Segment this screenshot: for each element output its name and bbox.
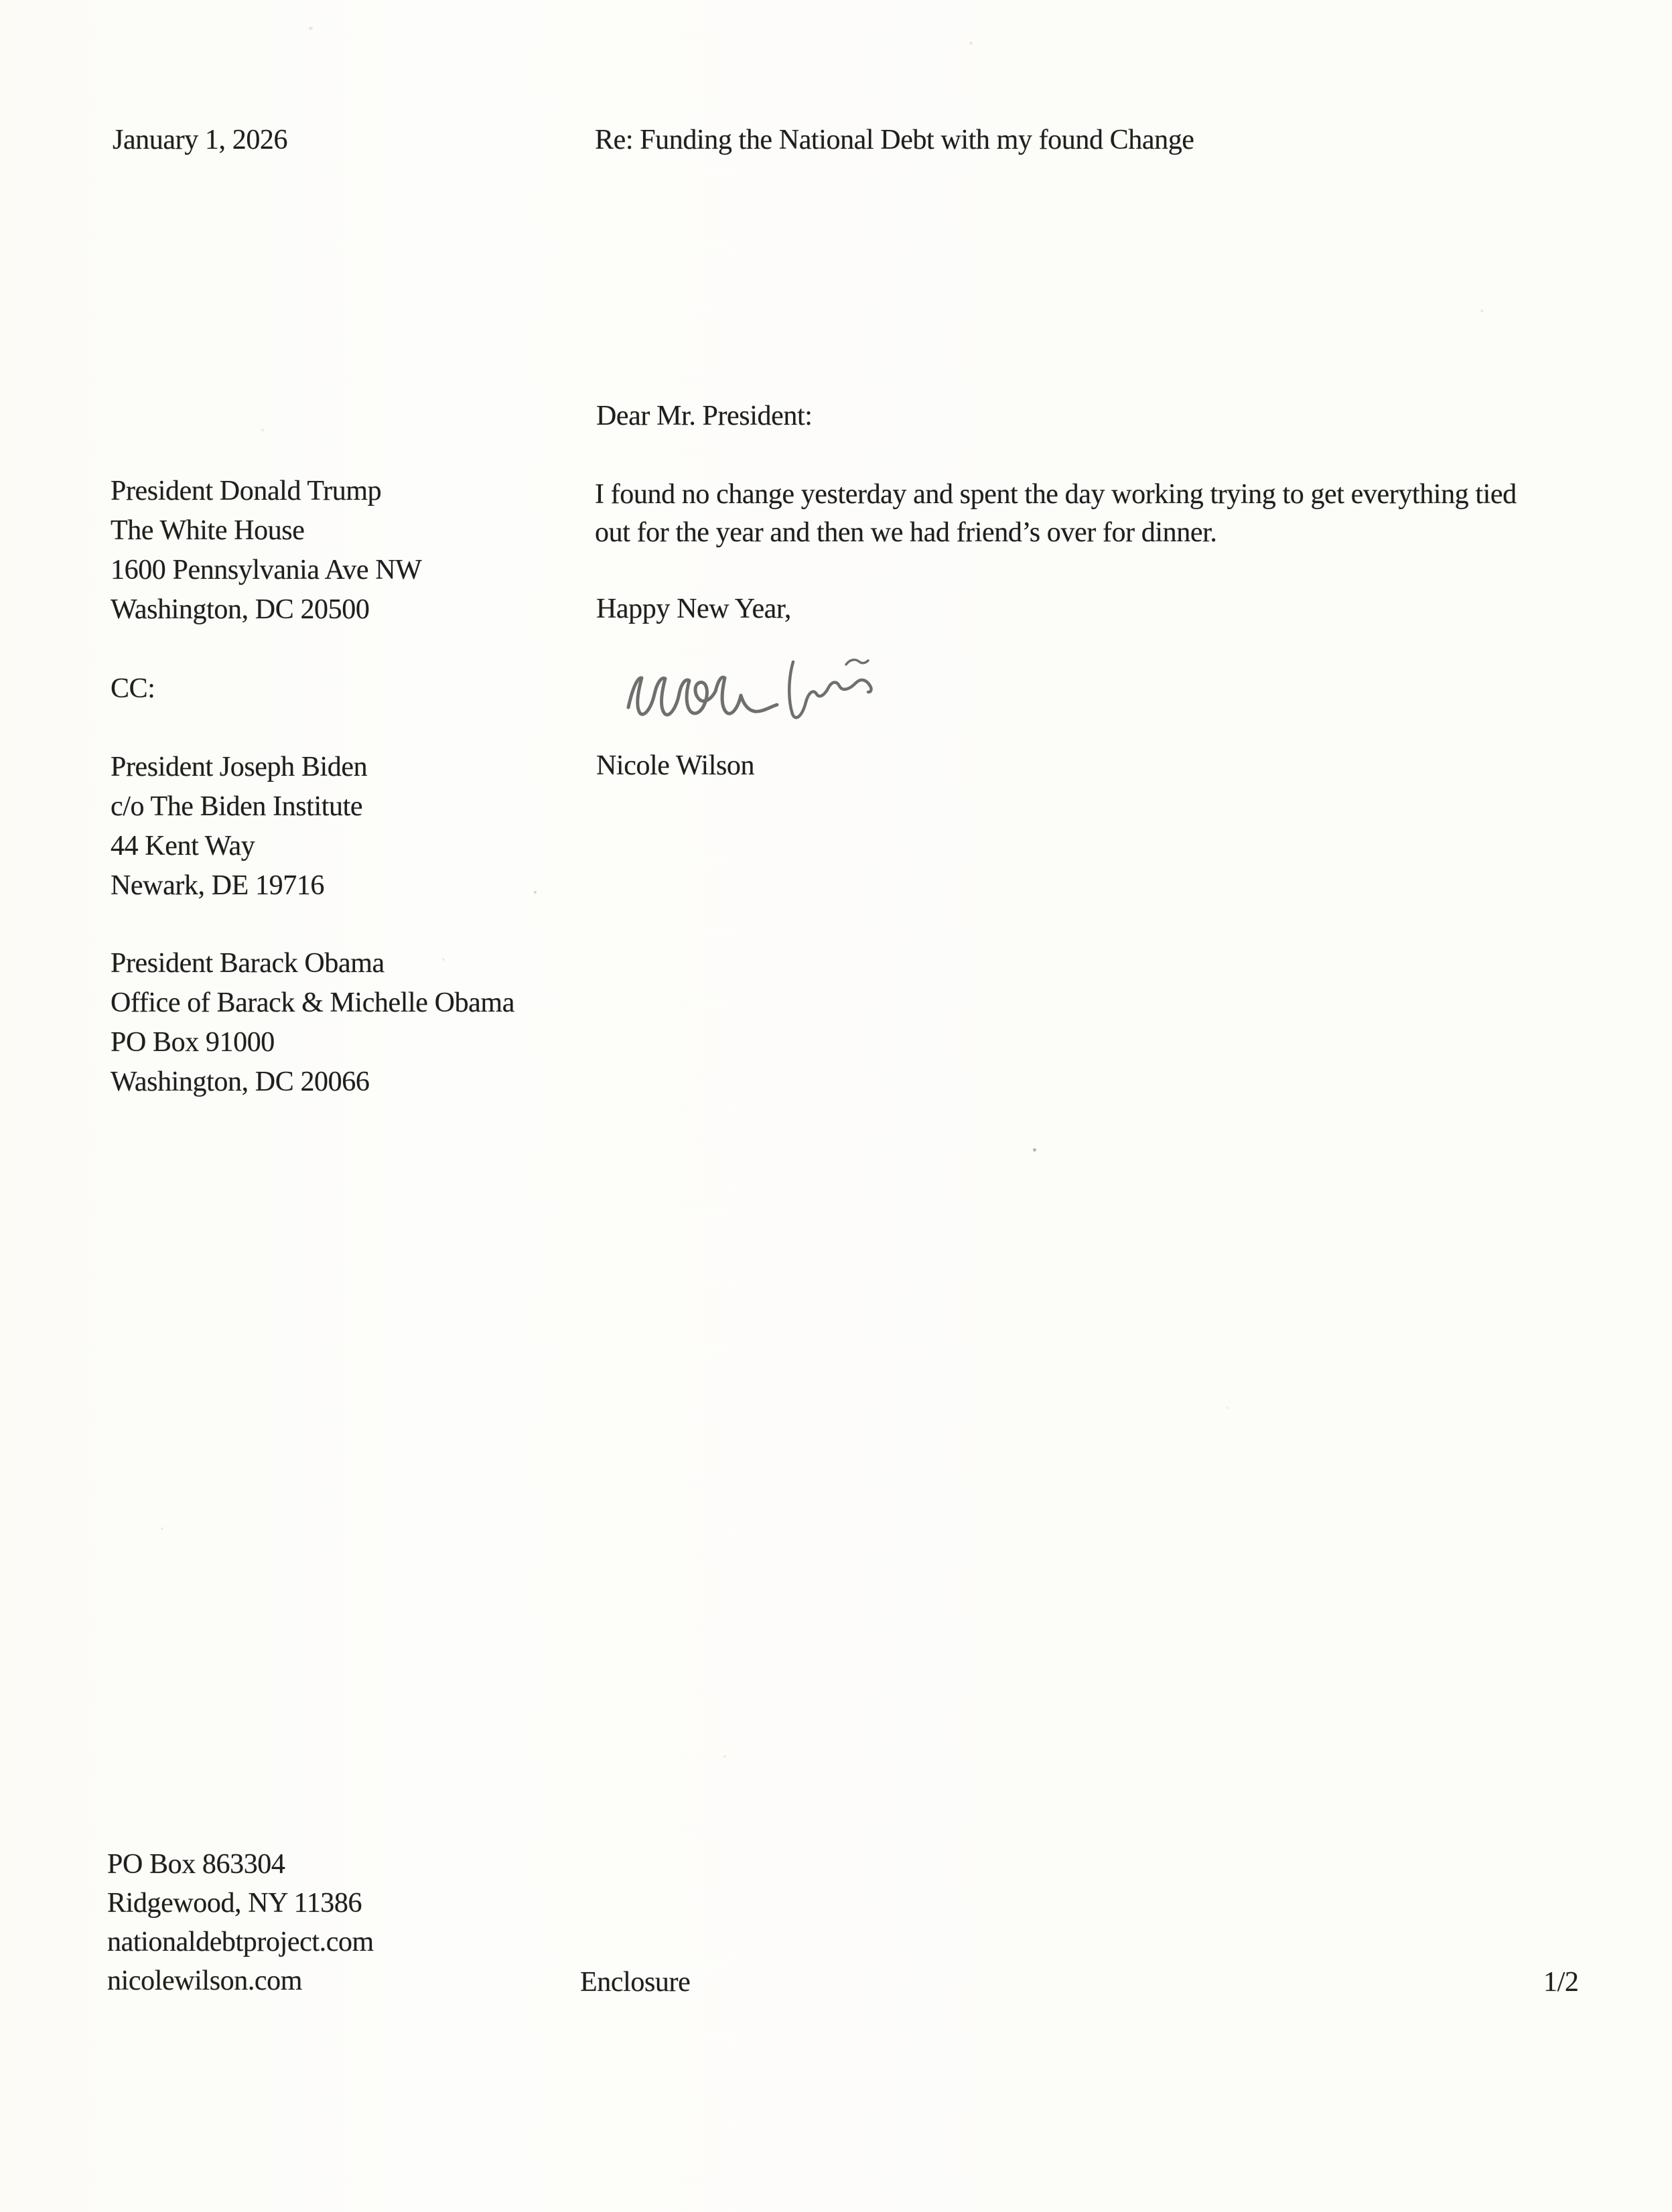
scan-speck bbox=[309, 27, 313, 30]
signature-handwriting bbox=[618, 651, 880, 730]
scan-speck bbox=[1033, 1148, 1036, 1152]
salutation: Dear Mr. President: bbox=[596, 401, 813, 431]
cc-address-line: 44 Kent Way bbox=[111, 831, 255, 861]
body-line: I found no change yesterday and spent the day working trying to get everything tied bbox=[595, 479, 1517, 510]
sender-po-box: PO Box 863304 bbox=[107, 1849, 285, 1880]
sender-website: nicolewilson.com bbox=[107, 1965, 303, 1996]
closing: Happy New Year, bbox=[596, 594, 791, 624]
cc-address-block-obama bbox=[111, 944, 514, 1102]
recipient-address-line: The White House bbox=[111, 515, 305, 546]
cc-address-block-biden bbox=[111, 748, 367, 906]
cc-name: President Joseph Biden bbox=[111, 752, 368, 782]
sender-city: Ridgewood, NY 11386 bbox=[107, 1888, 362, 1919]
cc-name: President Barack Obama bbox=[111, 948, 385, 979]
cc-address-line: Office of Barack & Michelle Obama bbox=[111, 987, 514, 1018]
letter-date: January 1, 2026 bbox=[113, 125, 288, 155]
enclosure-note: Enclosure bbox=[580, 1967, 691, 1998]
scan-speck bbox=[1480, 309, 1484, 312]
signer-name: Nicole Wilson bbox=[596, 750, 755, 781]
scan-speck bbox=[161, 1527, 163, 1530]
cc-label: CC: bbox=[111, 673, 155, 704]
scan-speck bbox=[1226, 1407, 1229, 1409]
scan-speck bbox=[261, 429, 264, 431]
scan-speck bbox=[969, 42, 973, 45]
body-paragraph bbox=[595, 476, 1517, 552]
subject-line: Re: Funding the National Debt with my found Change bbox=[595, 125, 1194, 155]
body-line: out for the year and then we had friend’s over for dinner. bbox=[595, 517, 1217, 548]
scan-speck bbox=[534, 891, 537, 894]
recipient-address-line: 1600 Pennsylvania Ave NW bbox=[111, 555, 422, 585]
sender-footer-block bbox=[107, 1845, 374, 2000]
sender-website: nationaldebtproject.com bbox=[107, 1927, 374, 1957]
recipient-address-block bbox=[111, 472, 421, 630]
recipient-name: President Donald Trump bbox=[111, 476, 382, 506]
page-number: 1/2 bbox=[1543, 1967, 1579, 1998]
scan-speck bbox=[723, 1755, 726, 1758]
cc-address-line: PO Box 91000 bbox=[111, 1027, 275, 1058]
recipient-address-line: Washington, DC 20500 bbox=[111, 594, 370, 625]
cc-address-line: c/o The Biden Institute bbox=[111, 791, 363, 822]
cc-address-line: Washington, DC 20066 bbox=[111, 1066, 370, 1097]
cc-address-line: Newark, DE 19716 bbox=[111, 870, 325, 901]
